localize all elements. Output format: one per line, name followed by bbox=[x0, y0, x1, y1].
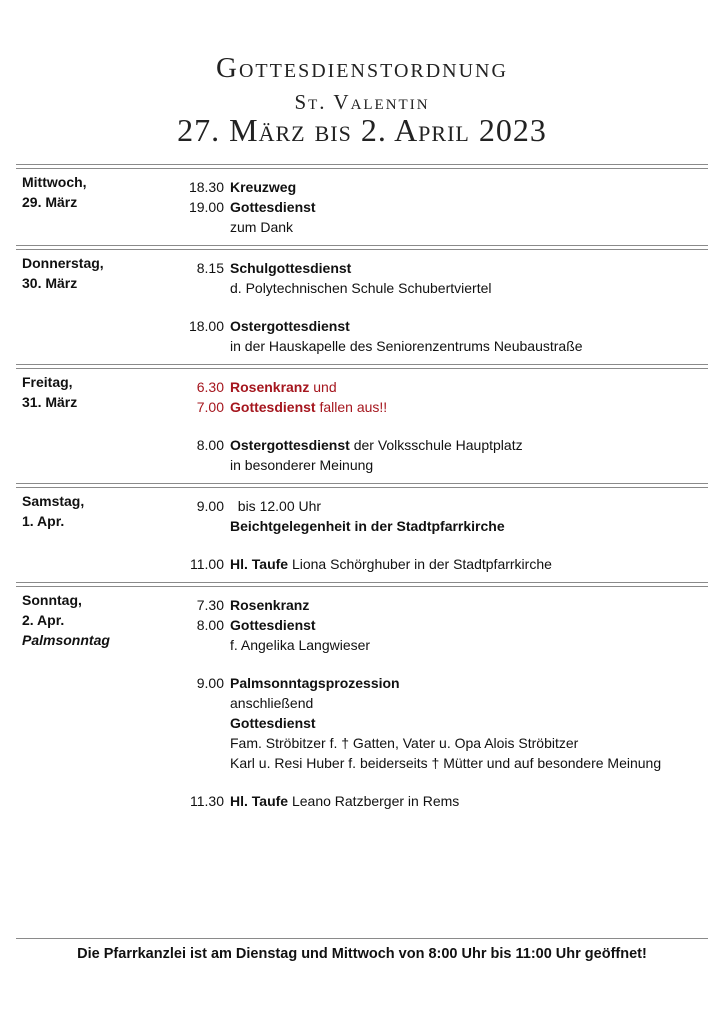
entry-note: zum Dank bbox=[230, 219, 294, 235]
day-block bbox=[16, 245, 708, 364]
entry-note: in besonderer Meinung bbox=[230, 457, 374, 473]
entry-time: 9.00 bbox=[196, 498, 224, 514]
entry-time: 18.00 bbox=[188, 318, 224, 334]
day-block bbox=[16, 582, 708, 819]
weekday: Freitag, bbox=[22, 374, 73, 390]
entry-description bbox=[224, 397, 387, 417]
entry-title: Rosenkranz bbox=[230, 379, 310, 395]
entry-note: in der Hauskapelle des Seniorenzentrums Neubaustraße bbox=[230, 338, 583, 354]
entries-list bbox=[16, 490, 708, 582]
entry-row bbox=[16, 791, 708, 811]
entry-time: 19.00 bbox=[188, 199, 224, 215]
spacer bbox=[16, 298, 708, 316]
date-range: 27. März bis 2. April 2023 bbox=[177, 112, 547, 148]
entry-description bbox=[224, 435, 523, 455]
day-label bbox=[22, 172, 87, 212]
entry-time: 8.00 bbox=[196, 437, 224, 453]
divider-line bbox=[16, 168, 708, 169]
divider-line bbox=[16, 364, 708, 365]
entries-list bbox=[16, 252, 708, 364]
schedule-entry bbox=[16, 258, 708, 298]
day-divider bbox=[16, 164, 708, 171]
day-block bbox=[16, 364, 708, 483]
weekday: Mittwoch, bbox=[22, 174, 87, 190]
entry-title: Hl. Taufe bbox=[230, 556, 289, 572]
entry-time: 7.30 bbox=[196, 597, 224, 613]
entry-title: Gottesdienst bbox=[230, 617, 316, 633]
entry-detail: und bbox=[309, 379, 337, 395]
entries-list bbox=[16, 171, 708, 245]
schedule-entry bbox=[16, 554, 708, 574]
entries-list bbox=[16, 589, 708, 819]
office-hours-notice: Die Pfarrkanzlei ist am Dienstag und Mittwoch von 8:00 Uhr bis 11:00 Uhr geöffnet! bbox=[77, 946, 647, 962]
day-divider bbox=[16, 245, 708, 252]
entry-note: d. Polytechnischen Schule Schubertviertel bbox=[230, 280, 492, 296]
entry-row bbox=[16, 197, 708, 217]
entry-row bbox=[16, 615, 708, 635]
day-date: 2. Apr. bbox=[22, 612, 65, 628]
entry-time: 18.30 bbox=[188, 179, 224, 195]
entry-description bbox=[224, 595, 309, 615]
entry-time: 7.00 bbox=[196, 399, 224, 415]
entry-title: Ostergottesdienst bbox=[230, 318, 350, 334]
entry-description bbox=[224, 177, 296, 197]
entry-detail: der Volksschule Hauptplatz bbox=[349, 437, 523, 453]
entry-description bbox=[224, 554, 552, 574]
entry-detail: bis 12.00 Uhr bbox=[230, 498, 322, 514]
entry-time: 8.15 bbox=[196, 260, 224, 276]
entry-time: 11.30 bbox=[190, 793, 224, 809]
spacer bbox=[16, 655, 708, 673]
weekday: Samstag, bbox=[22, 493, 85, 509]
spacer bbox=[16, 536, 708, 554]
weekday: Donnerstag, bbox=[22, 255, 104, 271]
schedule-entry bbox=[16, 595, 708, 615]
entry-title: Ostergottesdienst bbox=[230, 437, 350, 453]
divider-line bbox=[16, 164, 708, 165]
weekday: Sonntag, bbox=[22, 592, 82, 608]
entry-detail: Liona Schörghuber in der Stadtpfarrkirche bbox=[288, 556, 552, 572]
parish-name: St. Valentin bbox=[294, 90, 430, 114]
entry-note: anschließend bbox=[230, 695, 314, 711]
schedule-entry bbox=[16, 177, 708, 197]
entry-row bbox=[16, 316, 708, 336]
schedule-entry bbox=[16, 496, 708, 536]
divider-line bbox=[16, 487, 708, 488]
day-date: 31. März bbox=[22, 394, 78, 410]
day-block bbox=[16, 164, 708, 245]
schedule-entry bbox=[16, 673, 708, 773]
schedule bbox=[16, 164, 708, 819]
day-divider bbox=[16, 364, 708, 371]
day-label bbox=[22, 372, 77, 412]
day-label bbox=[22, 590, 110, 650]
entry-note: f. Angelika Langwieser bbox=[230, 637, 371, 653]
day-date: 1. Apr. bbox=[22, 513, 65, 529]
divider-line bbox=[16, 368, 708, 369]
entry-description bbox=[224, 615, 316, 635]
day-divider bbox=[16, 582, 708, 589]
entry-row bbox=[16, 673, 708, 693]
entries-list bbox=[16, 371, 708, 483]
entry-description bbox=[224, 197, 316, 217]
entry-description bbox=[224, 316, 350, 336]
entry-row bbox=[16, 435, 708, 455]
divider-line bbox=[16, 245, 708, 246]
entry-detail: fallen aus!! bbox=[315, 399, 388, 415]
schedule-entry bbox=[16, 615, 708, 655]
entry-description bbox=[224, 377, 337, 397]
divider-line bbox=[16, 249, 708, 250]
entry-description bbox=[224, 673, 400, 693]
entry-title: Gottesdienst bbox=[230, 399, 316, 415]
entry-time: 9.00 bbox=[196, 675, 224, 691]
divider-line bbox=[16, 483, 708, 484]
entry-time: 11.00 bbox=[190, 556, 224, 572]
spacer bbox=[16, 773, 708, 791]
entry-row bbox=[16, 177, 708, 197]
day-block bbox=[16, 483, 708, 582]
entry-intention: Karl u. Resi Huber f. beiderseits † Mütter und auf besondere Meinung bbox=[230, 755, 662, 771]
spacer bbox=[16, 417, 708, 435]
entry-row bbox=[16, 377, 708, 397]
schedule-entry bbox=[16, 791, 708, 811]
entry-time: 6.30 bbox=[196, 379, 224, 395]
entry-title: Kreuzweg bbox=[230, 179, 297, 195]
entry-row bbox=[16, 397, 708, 417]
schedule-entry bbox=[16, 316, 708, 356]
schedule-entry bbox=[16, 397, 708, 417]
divider-line bbox=[16, 582, 708, 583]
day-date: 29. März bbox=[22, 194, 78, 210]
entry-description bbox=[224, 791, 459, 811]
entry-time: 8.00 bbox=[196, 617, 224, 633]
day-subtitle: Palmsonntag bbox=[22, 632, 110, 648]
schedule-entry bbox=[16, 197, 708, 237]
page-title: Gottesdienstordnung bbox=[216, 52, 508, 84]
entry-title: Schulgottesdienst bbox=[230, 260, 352, 276]
footer-divider bbox=[16, 938, 708, 939]
schedule-entry bbox=[16, 435, 708, 475]
entry-title: Palmsonntagsprozession bbox=[230, 675, 400, 691]
divider-line bbox=[16, 586, 708, 587]
schedule-entry bbox=[16, 377, 708, 397]
day-label bbox=[22, 253, 104, 293]
entry-title: Gottesdienst bbox=[230, 199, 316, 215]
day-divider bbox=[16, 483, 708, 490]
entry-row bbox=[16, 595, 708, 615]
entry-title: Rosenkranz bbox=[230, 597, 310, 613]
entry-description bbox=[224, 258, 351, 278]
entry-intention: Fam. Ströbitzer f. † Gatten, Vater u. Opa Alois Ströbitzer bbox=[230, 735, 579, 751]
entry-title: Hl. Taufe bbox=[230, 793, 289, 809]
entry-row bbox=[16, 258, 708, 278]
entry-detail: Leano Ratzberger in Rems bbox=[288, 793, 460, 809]
entry-note-bold: Beichtgelegenheit in der Stadtpfarrkirche bbox=[230, 518, 505, 534]
entry-note-bold: Gottesdienst bbox=[230, 715, 316, 731]
day-label bbox=[22, 491, 84, 531]
day-date: 30. März bbox=[22, 275, 78, 291]
entry-row bbox=[16, 554, 708, 574]
entry-description bbox=[224, 496, 321, 516]
entry-row bbox=[16, 496, 708, 516]
